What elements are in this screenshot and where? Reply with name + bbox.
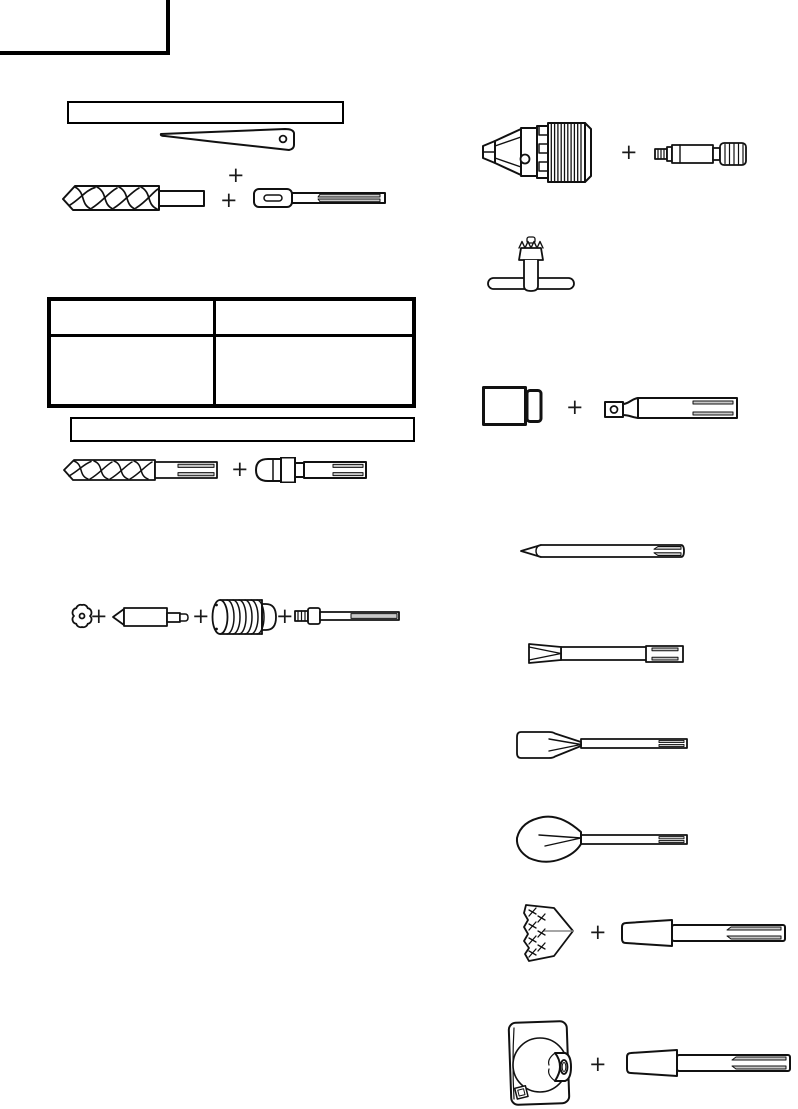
plus-sign: + [589,1052,607,1076]
caption-box-1 [67,101,344,124]
plus-sign: + [276,604,294,628]
plus-sign: + [227,163,245,187]
bull-point-icon [518,542,688,560]
sds-plus-drill-bit-icon [60,455,220,483]
drill-chuck-icon [480,120,594,186]
plus-sign: + [566,395,584,419]
center-pin-icon [110,606,192,628]
hexagon-socket-icon [481,385,545,427]
caption-box-2 [70,417,415,442]
plus-sign: + [589,920,607,944]
table-cell [51,301,213,334]
table-cell [213,301,412,334]
plus-sign: + [192,604,210,628]
bushing-tool-shank-icon [619,916,789,950]
table-cell [51,334,213,404]
chuck-adapter-icon [653,141,749,167]
rammer-shank-icon [624,1046,794,1080]
core-bit-shank-icon [293,604,403,626]
taper-shank-drill-bit-icon [58,178,208,218]
taper-shank-adapter-icon [252,187,388,209]
chuck-key-icon [486,236,578,294]
table-cell [213,334,412,404]
rammer-plate-icon [503,1013,575,1109]
cutter-icon [513,729,693,763]
cold-chisel-icon [526,641,686,667]
square-drive-adapter-icon [598,394,740,422]
plus-sign: + [620,140,638,164]
scoop-icon [513,810,693,868]
plus-sign: + [231,457,249,481]
depth-gauge-icon [156,127,298,155]
corner-tab-box [0,0,170,55]
bushing-tool-icon [516,898,578,968]
plus-sign: + [220,188,238,212]
core-bit-icon [211,598,281,636]
drill-chuck-adapter-icon [253,457,369,483]
spec-table [47,297,416,408]
plus-sign: + [90,604,108,628]
